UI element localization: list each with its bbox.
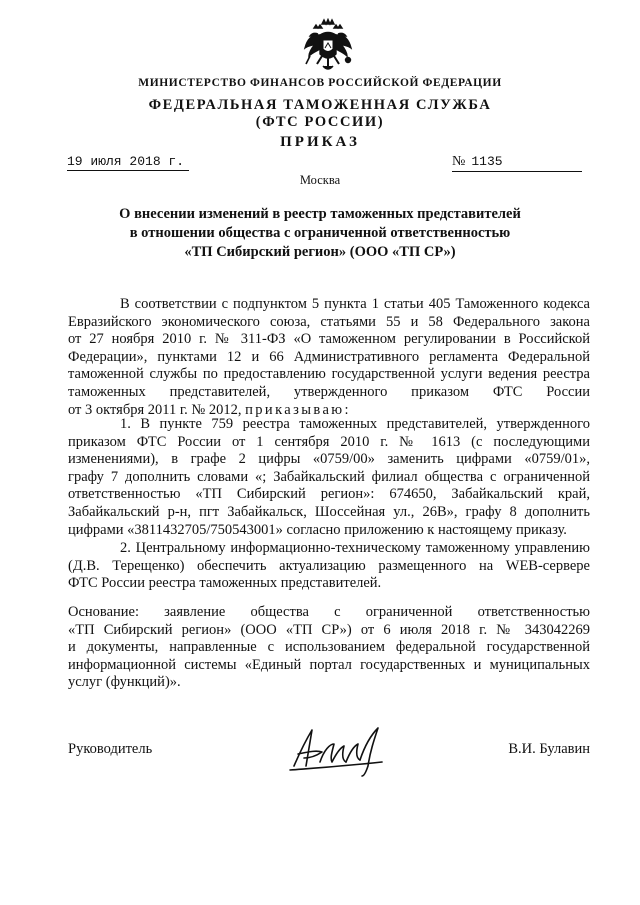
text-line: Забайкальский р-н, пгт Забайкальск, Шоссейная ул., 26В», графу 8 дополнить <box>68 503 590 520</box>
text-line: цифрами «3811432705/750543001» согласно приложению к настоящему приказу. <box>68 521 567 538</box>
title-line: О внесении изменений в реестр таможенных представителей <box>119 206 521 222</box>
text-line: услуг (функций)». <box>68 674 181 691</box>
text-line: Евразийского экономического союза, статьями 55 и 58 Федерального закона <box>68 313 590 330</box>
signatory-role: Руководитель <box>68 741 153 757</box>
handwritten-signature-icon <box>286 722 390 778</box>
service-name: ФЕДЕРАЛЬНАЯ ТАМОЖЕННАЯ СЛУЖБА <box>148 97 492 113</box>
signatory-name: В.И. Булавин <box>508 741 590 757</box>
text-line: приказом ФТС России от 1 сентября 2010 г. № 1613 (с последующими <box>68 433 590 450</box>
text-line: 2. Центральному информационно-техническому таможенному управлению <box>120 540 590 556</box>
text-line: таможенной службы по предоставлению государственной услуги ведения реестра <box>68 366 590 383</box>
document-number-field <box>452 154 582 172</box>
title-line: «ТП Сибирский регион» (ООО «ТП СР») <box>184 244 456 260</box>
text-line: 1. В пункте 759 реестра таможенных представителей, утвержденного <box>120 416 590 432</box>
text-line: и документы, направленные с использованием федеральной государственной <box>68 639 590 656</box>
text-line: от 27 ноября 2010 г. № 311-ФЗ «О таможенном регулировании в Российской <box>68 331 590 348</box>
text-line: таможенных представителей, утвержденного приказом ФТС России <box>68 383 590 400</box>
service-short-name: (ФТС РОССИИ) <box>255 114 385 130</box>
ministry-name: МИНИСТЕРСТВО ФИНАНСОВ РОССИЙСКОЙ ФЕДЕРАЦИИ <box>138 77 502 89</box>
text-line: «ТП Сибирский регион» (ООО «ТП СР») от 6 июля 2018 г. № 343042269 <box>68 621 590 638</box>
document-type: ПРИКАЗ <box>280 134 360 150</box>
document-title <box>100 205 540 262</box>
document-number: 1135 <box>471 154 503 169</box>
order-word: приказываю: <box>245 401 351 418</box>
number-sign: № <box>452 154 466 169</box>
city: Москва <box>299 173 341 187</box>
text-line: Основание: заявление общества с ограниченной ответственностью <box>68 604 590 620</box>
item-1-paragraph <box>68 416 590 539</box>
preamble-last-prefix: от 3 октября 2011 г. № 2012, <box>68 401 242 418</box>
text-line: изменениями), в графе 2 цифры «0759/00» заменить цифрами «0759/01», <box>68 451 590 468</box>
text-line: ответственностью «ТП Сибирский регион»: 674650, Забайкальский край, <box>68 486 590 503</box>
basis-paragraph <box>68 604 590 692</box>
text-line: информационной системы «Единый портал государственных и муниципальных <box>68 656 590 673</box>
text-line: В соответствии с подпунктом 5 пункта 1 статьи 405 Таможенного кодекса <box>120 296 590 312</box>
document-date: 19 июля 2018 г. <box>67 154 189 171</box>
text-line: ФТС России реестра таможенных представителей. <box>68 575 382 592</box>
text-line: (Д.В. Терещенко) обеспечить актуализацию размещенного на WEB-сервере <box>68 557 590 574</box>
title-line: в отношении общества с ограниченной ответственностью <box>129 225 511 241</box>
text-line: графу 7 дополнить словами «; Забайкальский филиал общества с ограниченной <box>68 468 590 485</box>
text-line: Федерации», пунктами 12 и 66 Административного регламента Федеральной <box>68 348 590 365</box>
item-2-paragraph <box>68 540 590 593</box>
preamble-paragraph <box>68 296 590 419</box>
russian-coat-of-arms-icon <box>303 18 353 76</box>
